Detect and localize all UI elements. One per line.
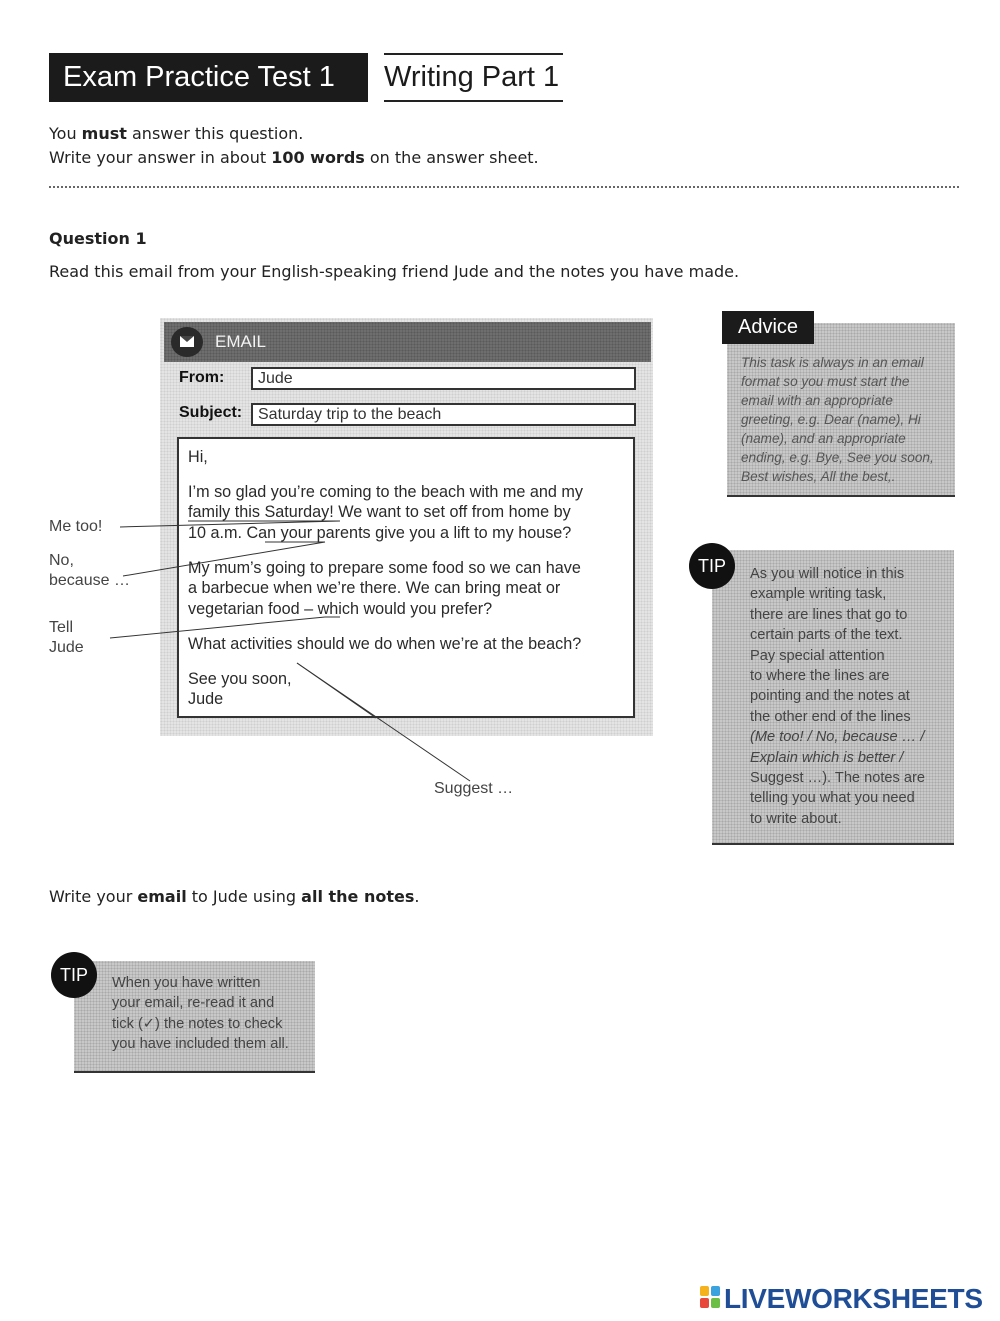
advice-label: Advice xyxy=(722,311,814,344)
note-suggest: Suggest … xyxy=(434,780,514,797)
line-no-because xyxy=(123,542,325,576)
email-line: vegetarian food – which would you prefer? xyxy=(188,600,493,618)
tip-badge: TIP xyxy=(689,543,735,589)
liveworksheets-logo: LIVEWORKSHEETS xyxy=(700,1284,983,1314)
email-header-label: EMAIL xyxy=(215,332,267,351)
tip-badge: TIP xyxy=(51,952,97,998)
instruction-line-2: Write your answer in about 100 words on the answer sheet. xyxy=(49,148,539,167)
liveworksheets-logo-icon xyxy=(700,1286,722,1310)
email-line: What activities should we do when we’re at the beach? xyxy=(188,635,582,653)
tip-text-reread: When you have written your email, re-read it and tick (✓) the notes to check you have included them all. xyxy=(112,975,289,1053)
question-title: Question 1 xyxy=(49,229,147,248)
note-no-because-line2: because … xyxy=(49,572,130,589)
question-text: Read this email from your English-speaking friend Jude and the notes you have made. xyxy=(49,262,740,281)
email-greeting: Hi, xyxy=(188,448,208,466)
line-tell-jude xyxy=(110,617,325,638)
email-signoff: See you soon, xyxy=(188,670,292,688)
page-title: Exam Practice Test 1 xyxy=(49,53,368,102)
subject-label: Subject: xyxy=(179,404,243,421)
subject-field: Saturday trip to the beach xyxy=(251,403,636,426)
line-suggest-2 xyxy=(297,663,376,718)
write-instruction: Write your email to Jude using all the notes. xyxy=(49,887,420,906)
email-line: I’m so glad you’re coming to the beach with me and my xyxy=(188,483,583,501)
email-line: My mum’s going to prepare some food so we can have xyxy=(188,559,581,577)
email-signature: Jude xyxy=(188,690,224,708)
page-subtitle: Writing Part 1 xyxy=(384,53,563,102)
from-field: Jude xyxy=(251,367,636,390)
note-tell-jude-line1: Tell xyxy=(49,619,74,636)
advice-text: This task is always in an email format so you must start the email with an appropriate greeting, e.g. Dear (name), Hi (name), and an appropriate ending, e.g. Bye, See you soon, Best wishes, All the best,. xyxy=(741,355,934,484)
email-line: a barbecue when we’re there. We can bring meat or xyxy=(188,579,561,597)
note-me-too: Me too! xyxy=(49,518,103,535)
instruction-line-1: You must answer this question. xyxy=(49,124,304,143)
from-label: From: xyxy=(179,369,225,386)
email-line: 10 a.m. Can your parents give you a lift to my house? xyxy=(188,524,572,542)
email-line: family this Saturday! We want to set off from home by xyxy=(188,503,571,521)
line-me-too xyxy=(120,521,340,527)
note-tell-jude-line2: Jude xyxy=(49,639,84,656)
tip-text-writing-task: As you will notice in this example writing task, there are lines that go to certain parts of the text. Pay special attention to where the lines are pointing and the notes at the other end of the lines (Me too! / No, because … / Explain which is better / Suggest …). The notes are telling you what you need to write about. xyxy=(750,566,925,827)
note-no-because-line1: No, xyxy=(49,552,74,569)
